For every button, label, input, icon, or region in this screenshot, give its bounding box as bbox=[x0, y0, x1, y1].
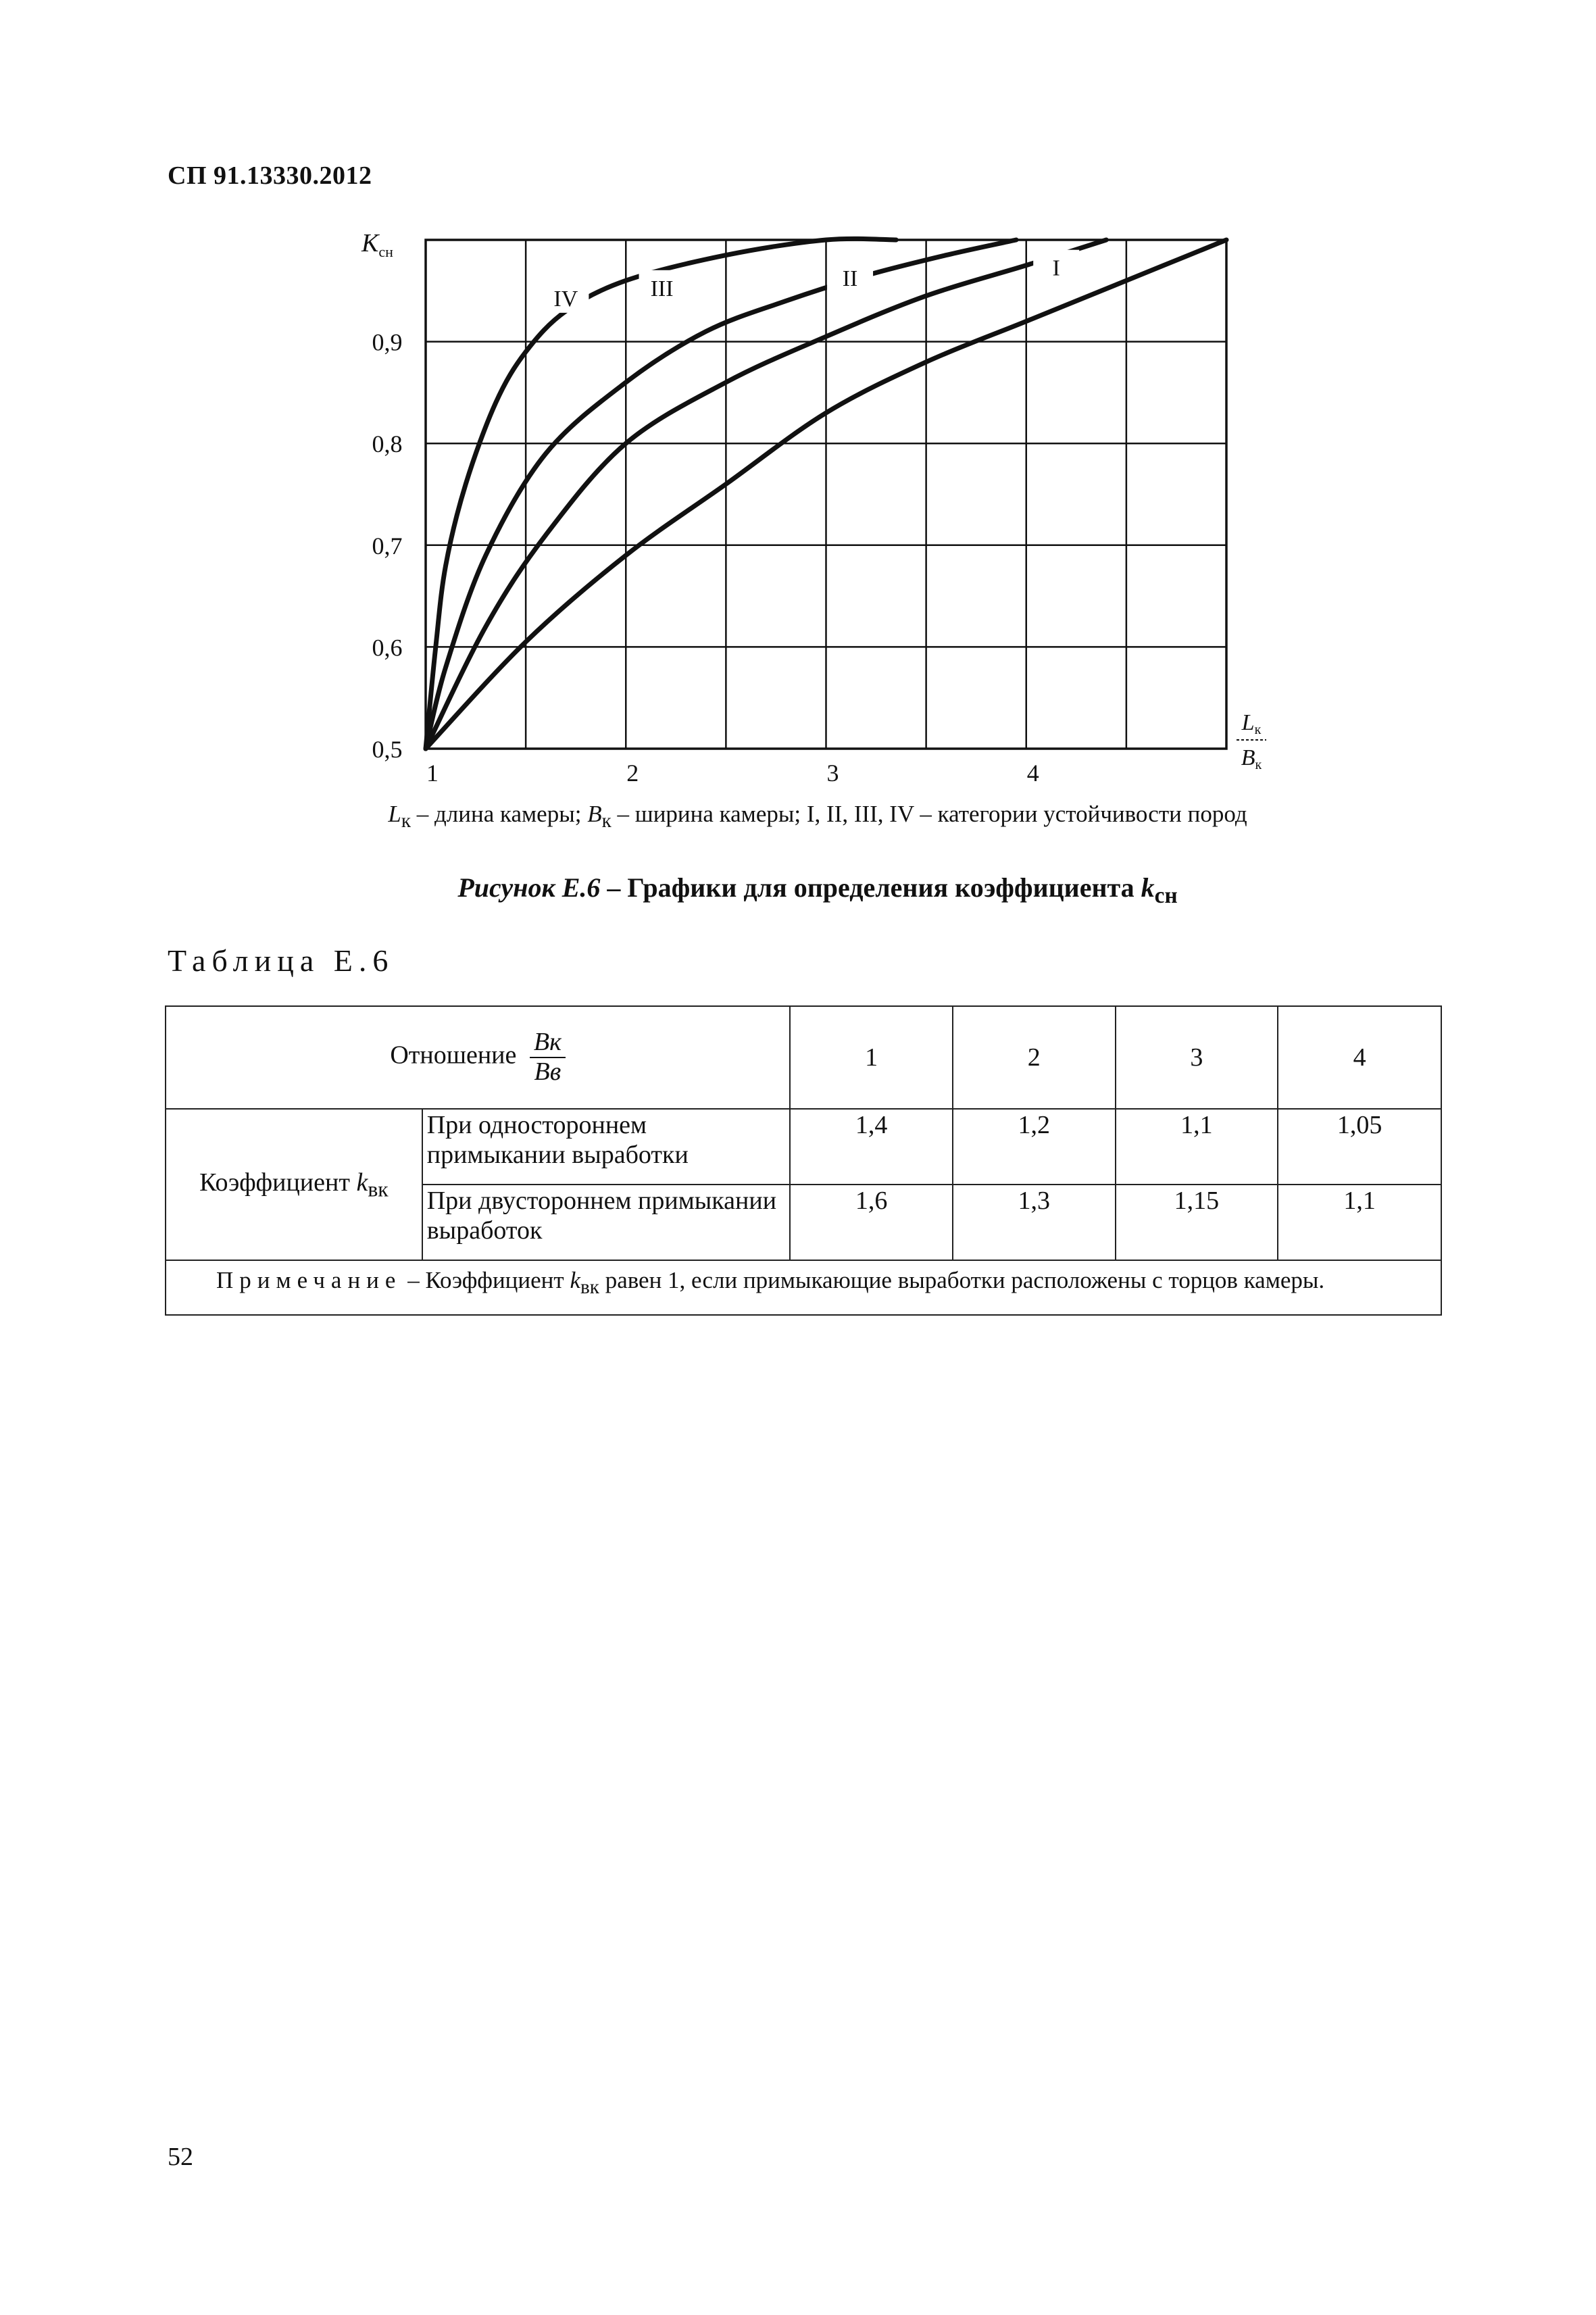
coefficient-label bbox=[166, 1109, 422, 1260]
table-cell: 1,6 bbox=[790, 1185, 953, 1260]
ratio-fraction bbox=[530, 1028, 566, 1087]
figure-legend bbox=[243, 801, 1392, 832]
fraction-numerator: Bк bbox=[530, 1028, 566, 1058]
ratio-header bbox=[166, 1006, 790, 1109]
y-tick-label: 0,8 bbox=[372, 430, 403, 458]
y-tick-label: 0,6 bbox=[372, 634, 403, 662]
x-axis-label-sub: к bbox=[1255, 757, 1262, 772]
x-axis-label-sub: к bbox=[1254, 722, 1262, 737]
lk-text: – длина камеры; bbox=[410, 801, 588, 827]
y-axis-label: $K_{сн}$ bbox=[361, 229, 393, 260]
bk-sub: к bbox=[601, 810, 612, 832]
caption-text: – Графики для определения коэффициента bbox=[600, 872, 1141, 903]
x-axis-label-numerator: Lк bbox=[1241, 710, 1262, 737]
table-cell: 1,1 bbox=[1116, 1109, 1278, 1185]
caption-label: Рисунок Е.6 bbox=[457, 872, 601, 903]
table-note-row bbox=[166, 1260, 1441, 1315]
col-header: 2 bbox=[953, 1006, 1116, 1109]
x-tick-label: 4 bbox=[1026, 760, 1039, 787]
col-header: 4 bbox=[1278, 1006, 1441, 1109]
note-text-a: – Коэффициент bbox=[401, 1267, 570, 1293]
kcn-chart bbox=[0, 0, 1596, 797]
series-curve-III bbox=[426, 240, 1016, 749]
table-cell: 1,2 bbox=[953, 1109, 1116, 1185]
note-text-b: равен 1, если примыкающие выработки расположены с торцов камеры. bbox=[599, 1267, 1325, 1293]
note-sub: вк bbox=[580, 1276, 599, 1298]
y-tick-label: 0,9 bbox=[372, 328, 403, 356]
table-cell: 1,4 bbox=[790, 1109, 953, 1185]
x-tick-label: 1 bbox=[426, 760, 439, 787]
table-note bbox=[166, 1260, 1441, 1315]
document-code: СП 91.13330.2012 bbox=[168, 161, 372, 190]
table-header-row bbox=[166, 1006, 1441, 1109]
series-label-III: III bbox=[650, 276, 674, 301]
table-cell: 1,3 bbox=[953, 1185, 1116, 1260]
series-label-I: I bbox=[1052, 255, 1060, 281]
note-label: Примечание bbox=[216, 1267, 402, 1293]
table-cell: 1,15 bbox=[1116, 1185, 1278, 1260]
series-curve-II bbox=[426, 240, 1106, 749]
caption-sub: сн bbox=[1154, 883, 1178, 908]
note-k: k bbox=[570, 1267, 580, 1293]
col-header: 1 bbox=[790, 1006, 953, 1109]
figure-caption bbox=[243, 872, 1392, 909]
x-tick-label: 2 bbox=[626, 760, 639, 787]
chart-grid bbox=[426, 240, 1226, 749]
col-header: 3 bbox=[1116, 1006, 1278, 1109]
y-tick-label: 0,5 bbox=[372, 736, 403, 763]
chart-labels bbox=[361, 229, 1266, 787]
coef-label-text: Коэффициент bbox=[199, 1168, 357, 1197]
page-number: 52 bbox=[168, 2143, 193, 2171]
series-label-II: II bbox=[842, 266, 858, 291]
bk-text: – ширина камеры; I, II, III, IV – категории устойчивости пород bbox=[611, 801, 1247, 827]
coef-sub: вк bbox=[368, 1177, 389, 1201]
x-axis-label-denominator: Bк bbox=[1241, 745, 1262, 772]
y-axis-label-sub: сн bbox=[378, 243, 393, 260]
lk-symbol: L bbox=[388, 801, 401, 827]
table-cell: 1,1 bbox=[1278, 1185, 1441, 1260]
bk-symbol: B bbox=[587, 801, 602, 827]
lk-sub: к bbox=[401, 810, 411, 832]
ratio-label: Отношение bbox=[390, 1041, 523, 1070]
table-title: Таблица Е.6 bbox=[168, 943, 395, 978]
row-label: При двустороннем примыкании выработок bbox=[422, 1185, 791, 1260]
caption-k: k bbox=[1141, 872, 1155, 903]
table-cell: 1,05 bbox=[1278, 1109, 1441, 1185]
y-tick-label: 0,7 bbox=[372, 532, 403, 559]
coef-k: k bbox=[356, 1168, 368, 1197]
series-label-IV: IV bbox=[553, 286, 578, 312]
coefficient-table bbox=[165, 1005, 1442, 1316]
table-row bbox=[166, 1109, 1441, 1185]
x-tick-label: 3 bbox=[826, 760, 839, 787]
row-label: При одностороннем примыкании выработки bbox=[422, 1109, 791, 1185]
fraction-denominator: Bв bbox=[534, 1057, 562, 1086]
